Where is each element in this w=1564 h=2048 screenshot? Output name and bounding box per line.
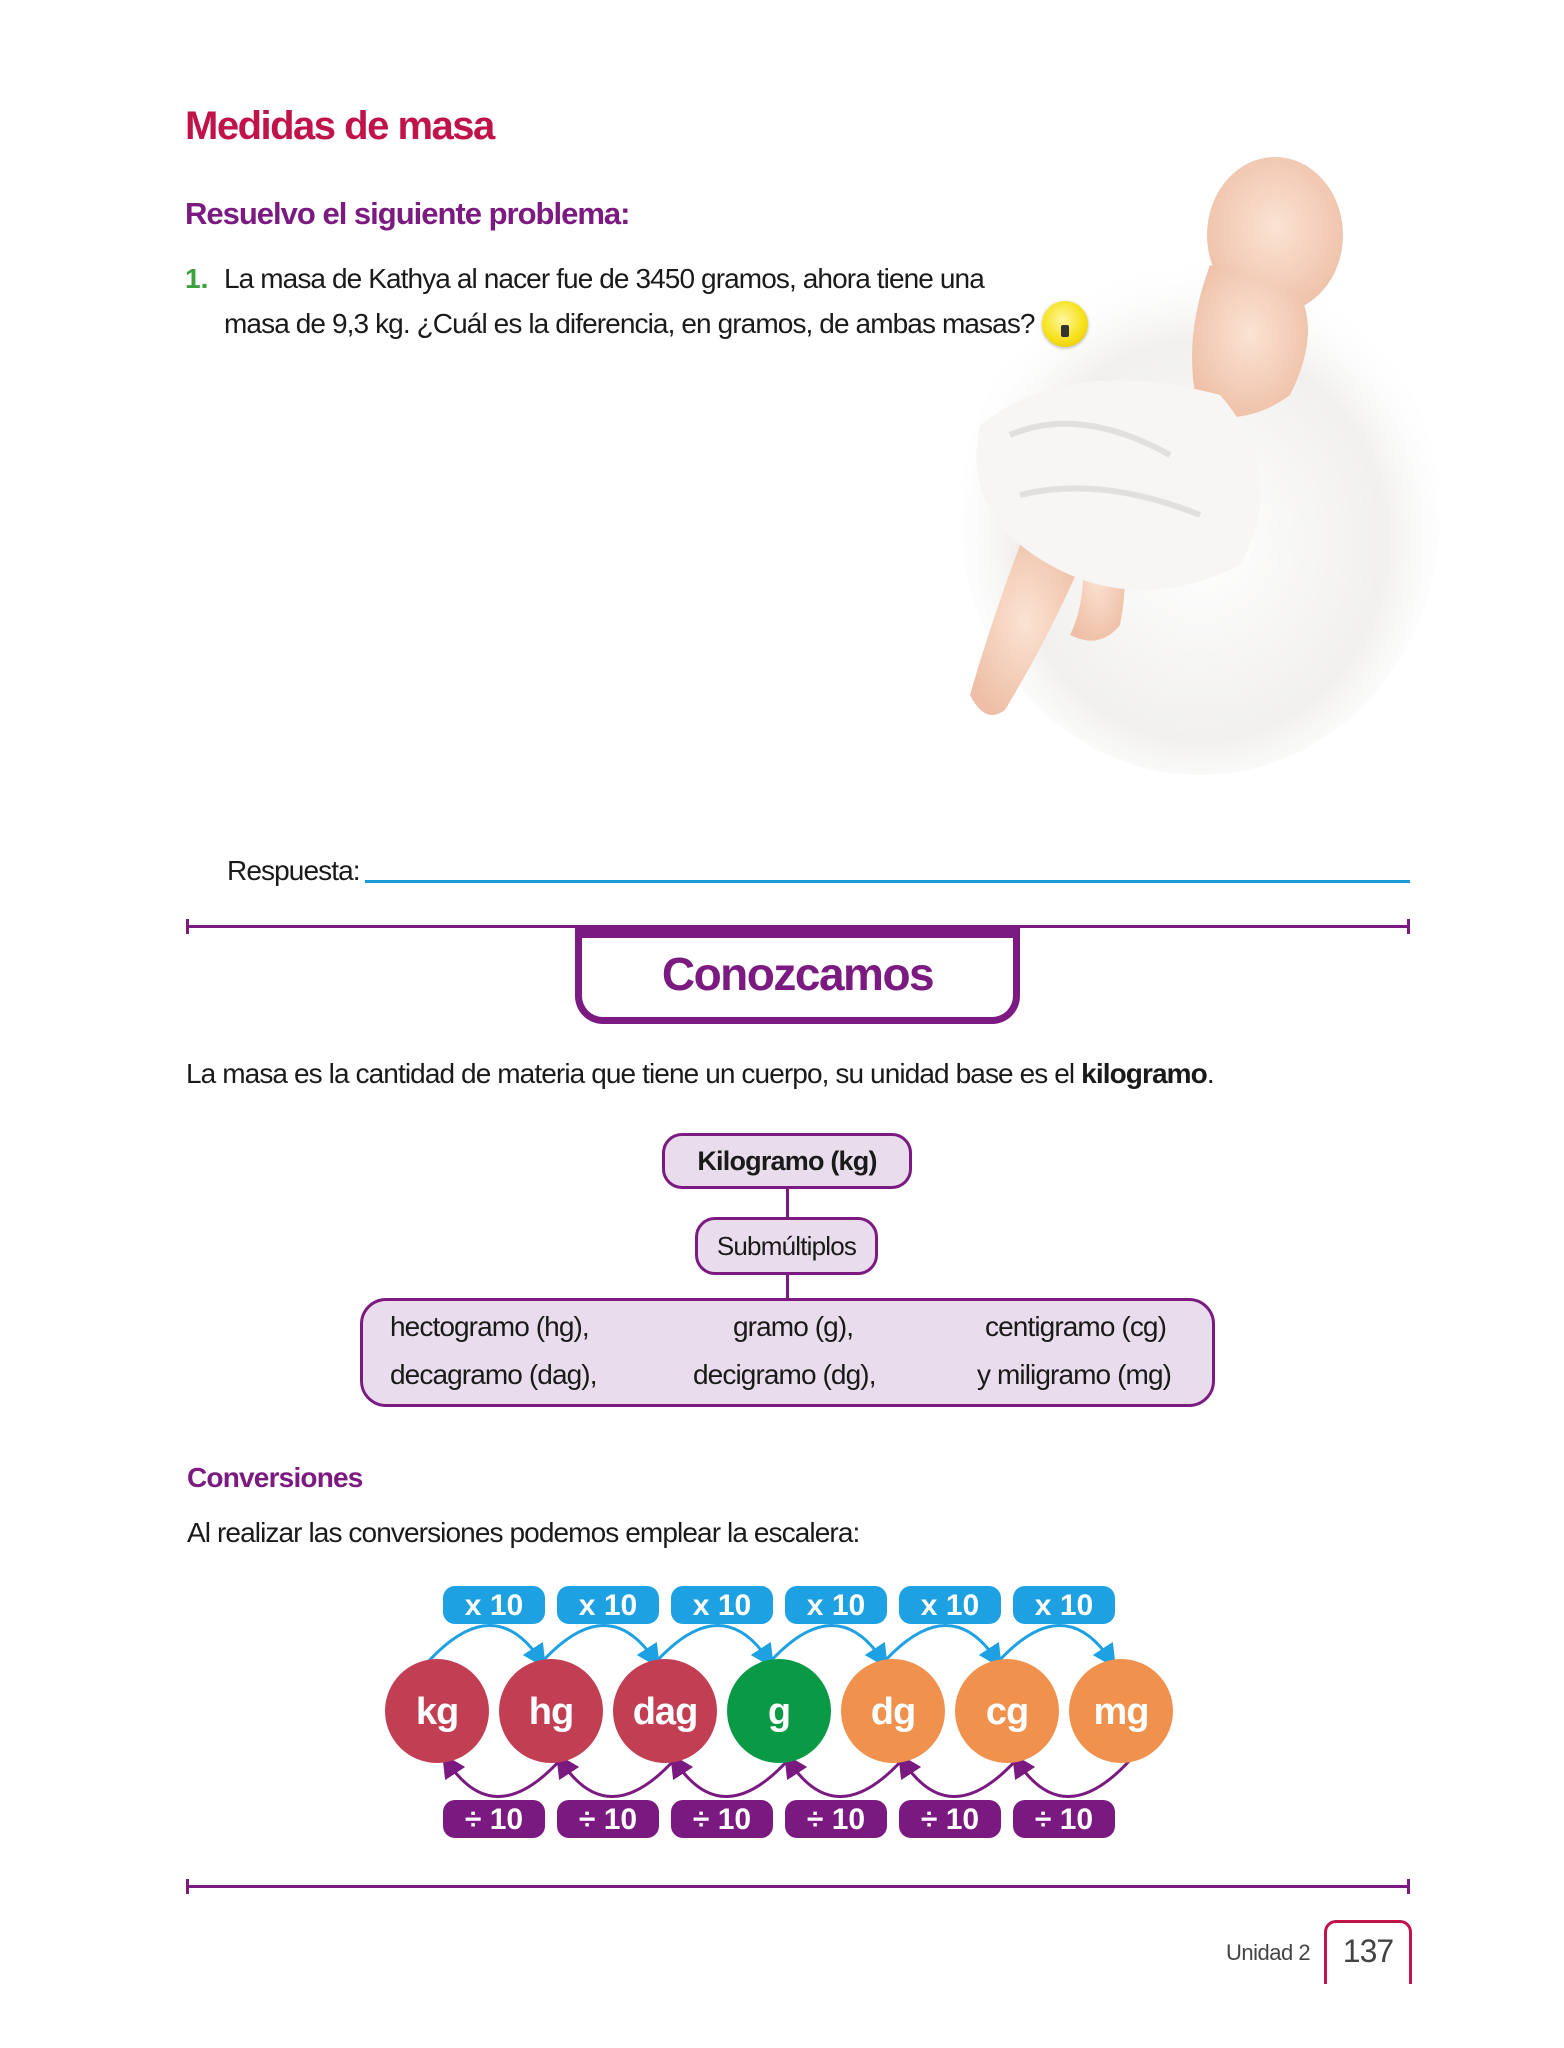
multiply-arrow (655, 1625, 769, 1663)
baby-photo (820, 95, 1440, 775)
unit-label-kg: kg (415, 1691, 459, 1733)
unit-label-dg: dg (870, 1691, 916, 1733)
divide-label: ÷ 10 (920, 1803, 980, 1836)
multiply-arrow (427, 1625, 541, 1663)
divide-label: ÷ 10 (692, 1803, 752, 1836)
diagram-submultiples-list (360, 1298, 1215, 1407)
answer-input-line[interactable] (365, 880, 1410, 883)
divide-label: ÷ 10 (1034, 1803, 1094, 1836)
divide-label: ÷ 10 (806, 1803, 866, 1836)
submultiple-item: centigramo (cg) (985, 1311, 1167, 1342)
conozcamos-title: Conozcamos (661, 948, 934, 1000)
lightbulb-icon[interactable] (1042, 301, 1088, 347)
divide-arrow (903, 1759, 1017, 1797)
page-number-tab (1324, 1920, 1412, 1984)
problem-text-line-1: La masa de Kathya al nacer fue de 3450 gramos, ahora tiene una (224, 263, 984, 294)
unit-label-dag: dag (632, 1691, 698, 1733)
divide-arrow (789, 1759, 903, 1797)
submultiple-item: gramo (g), (733, 1311, 854, 1342)
multiply-label: x 10 (578, 1589, 638, 1622)
unit-label-mg: mg (1093, 1691, 1149, 1733)
definition-paragraph (186, 1058, 1214, 1090)
diagram-root-kilogram: Kilogramo (kg) (662, 1133, 912, 1189)
multiply-label: x 10 (464, 1589, 524, 1622)
problem-text-line-2: masa de 9,3 kg. ¿Cuál es la diferencia, en gramos, de ambas masas? (224, 308, 1035, 339)
unit-label-hg: hg (528, 1691, 574, 1733)
submultiple-item: decigramo (dg), (693, 1359, 876, 1390)
unit-label-cg: cg (985, 1691, 1029, 1733)
definition-end: . (1206, 1058, 1214, 1089)
multiply-arrow (769, 1625, 883, 1663)
conversions-heading: Conversiones (187, 1462, 363, 1493)
submultiple-item: decagramo (dag), (390, 1359, 597, 1390)
unit-label-g: g (767, 1691, 791, 1733)
definition-text: La masa es la cantidad de materia que tiene un cuerpo, su unidad base es el (186, 1058, 1082, 1089)
submultiple-item: hectogramo (hg), (390, 1311, 589, 1342)
divide-arrow (447, 1759, 561, 1797)
multiply-label: x 10 (1034, 1589, 1094, 1622)
diagram-submultiples: Submúltiplos (695, 1217, 878, 1275)
multiply-label: x 10 (692, 1589, 752, 1622)
submultiple-item: y miligramo (mg) (977, 1359, 1172, 1390)
answer-label: Respuesta: (227, 855, 360, 886)
conversions-text: Al realizar las conversiones podemos emplear la escalera: (187, 1517, 860, 1548)
unit-label: Unidad 2 (1226, 1940, 1311, 1965)
multiply-label: x 10 (806, 1589, 866, 1622)
section-subtitle: Resuelvo el siguiente problema: (185, 196, 630, 231)
multiply-arrow (541, 1625, 655, 1663)
multiply-arrow (997, 1625, 1111, 1663)
page-number: 137 (1342, 1933, 1394, 1969)
divide-label: ÷ 10 (578, 1803, 638, 1836)
diagram-connector (786, 1275, 789, 1298)
diagram-connector (786, 1189, 789, 1217)
multiply-arrow (883, 1625, 997, 1663)
multiply-label: x 10 (920, 1589, 980, 1622)
page-title: Medidas de masa (185, 104, 494, 148)
divide-arrow (675, 1759, 789, 1797)
conozcamos-banner (575, 927, 1020, 1024)
divide-label: ÷ 10 (464, 1803, 524, 1836)
conversion-ladder (0, 1560, 1564, 1860)
divide-arrow (1017, 1759, 1131, 1797)
definition-bold-term: kilogramo (1081, 1058, 1207, 1089)
section-divider-bottom (186, 1885, 1410, 1888)
problem-number: 1. (185, 263, 209, 294)
divide-arrow (561, 1759, 675, 1797)
